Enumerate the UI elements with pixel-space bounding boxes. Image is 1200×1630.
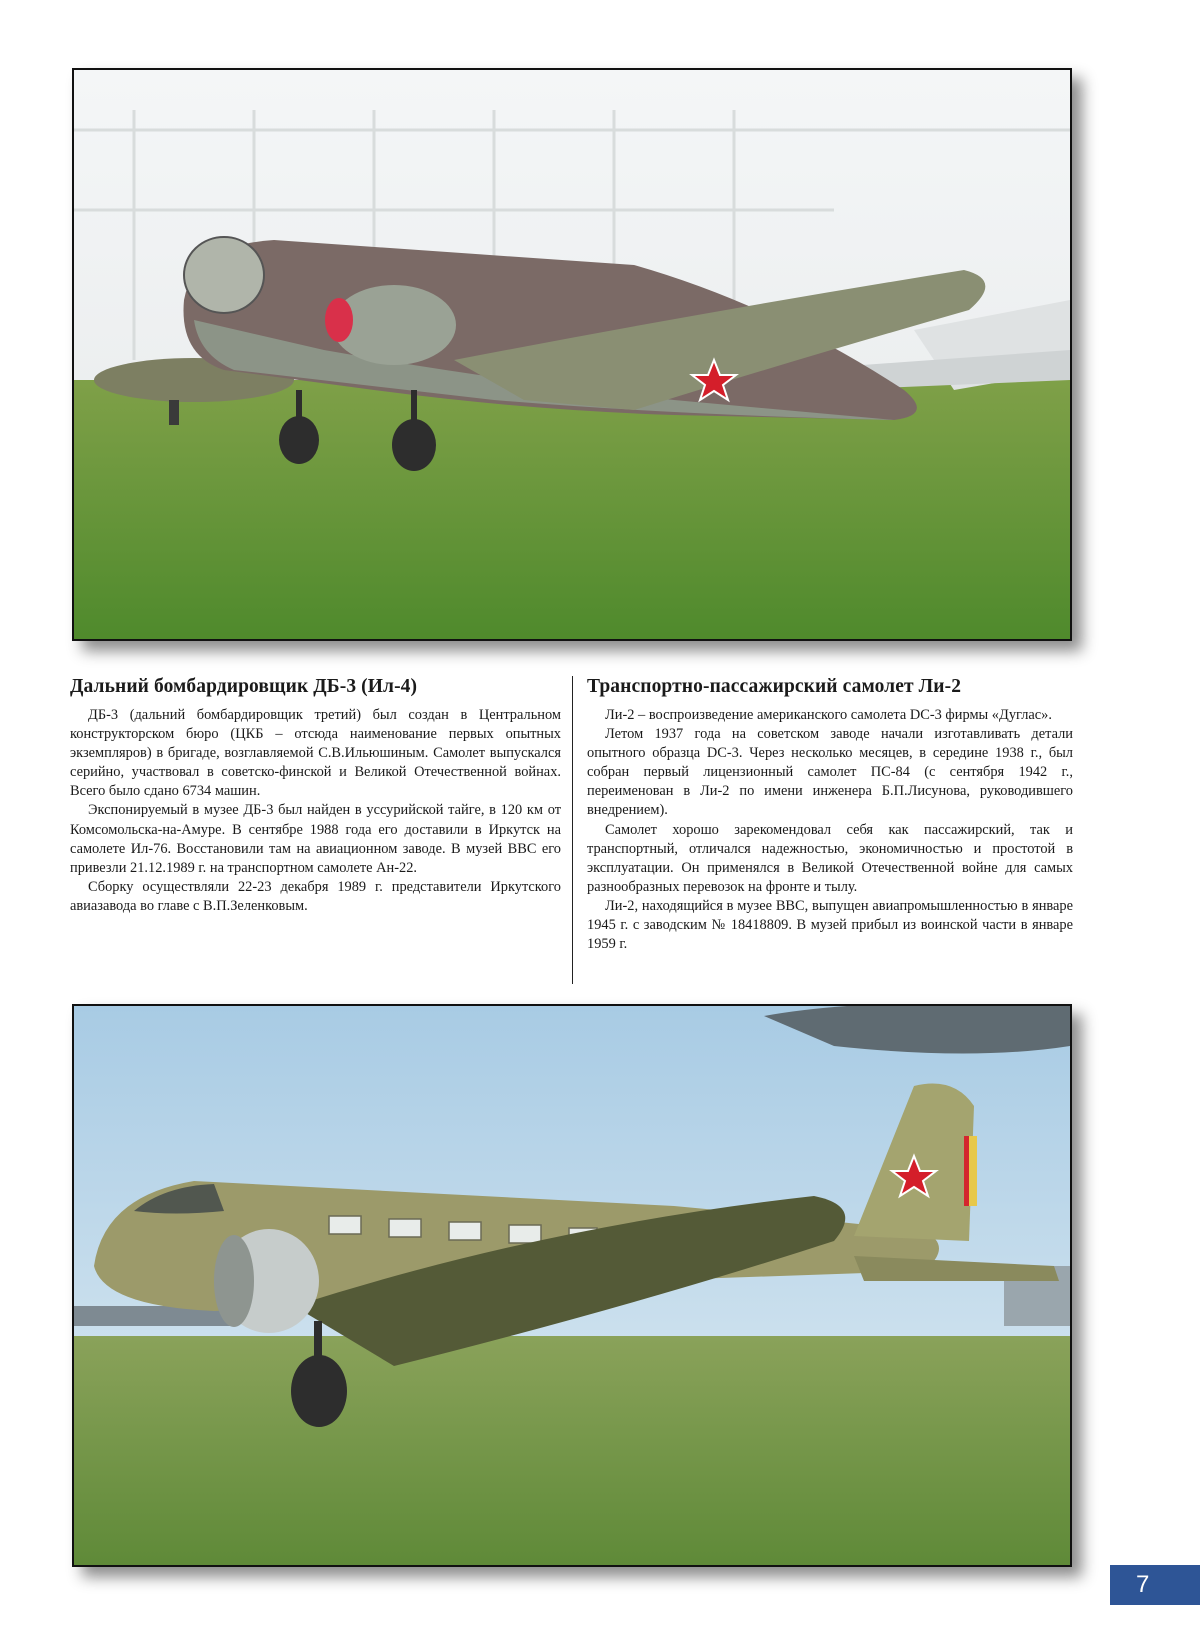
db3-article bbox=[70, 676, 561, 916]
li2-illustration bbox=[74, 1006, 1070, 1565]
li2-title: Транспортно-пассажирский самолет Ли-2 bbox=[587, 676, 962, 697]
column-divider bbox=[572, 676, 573, 984]
li2-paragraph: Самолет хорошо зарекомендовал себя как пассажирский, так и транспортный, отличался надежностью, экономичностью и простотой в эксплуатации. Он применялся в Великой Отечественной войне для самых разнообразных перевозок на фронте и тылу. bbox=[587, 821, 1073, 895]
li2-paragraph: Ли-2, находящийся в музее ВВС, выпущен авиапромышленностью в январе 1945 г. с заводским № 18418809. В музей прибыл из воинской части в январе 1959 г. bbox=[587, 897, 1073, 953]
photo-li2 bbox=[72, 1004, 1072, 1567]
li2-paragraph: Летом 1937 года на советском заводе начали изготавливать детали опытного образца DC-3. Через несколько месяцев, в середине 1938 г., был собран первый лицензионный самолет ПС-84 (с сентября 1942 г., переименован в Ли-2 по имени инженера Б.П.Лисунова, руководившего внедрением). bbox=[587, 726, 1073, 819]
db3-paragraph: Экспонируемый в музее ДБ-3 был найден в уссурийской тайге, в 120 км от Комсомольска-на-Амуре. В сентябре 1988 года его доставили в Иркутск на самолете Ил-76. Восстановили там на авиационном заводе. В музей ВВС его привезли 21.12.1989 г. на транспортном самолете Ан-22. bbox=[70, 802, 561, 876]
page-number: 7 bbox=[1110, 1565, 1200, 1605]
li2-paragraph: Ли-2 – воспроизведение американского самолета DC-3 фирмы «Дуглас». bbox=[605, 707, 1052, 723]
db3-title: Дальний бомбардировщик ДБ-3 (Ил-4) bbox=[70, 676, 418, 697]
li2-article bbox=[587, 676, 1073, 954]
db3-paragraph: ДБ-3 (дальний бомбардировщик третий) был создан в Центральном конструкторском бюро (ЦКБ – отсюда наименование первых опытных экземпляров) в бригаде, возглавляемой С.В.Ильюшиным. Самолет выпускался серийно, участвовал в советско-финской и Великой Отечественной войнах. Всего было сдано 6734 машин. bbox=[70, 707, 561, 800]
photo-db3 bbox=[72, 68, 1072, 641]
db3-paragraph: Сборку осуществляли 22-23 декабря 1989 г. представители Иркутского авиазавода во главе с В.П.Зеленковым. bbox=[70, 878, 561, 914]
db3-illustration bbox=[74, 70, 1070, 639]
